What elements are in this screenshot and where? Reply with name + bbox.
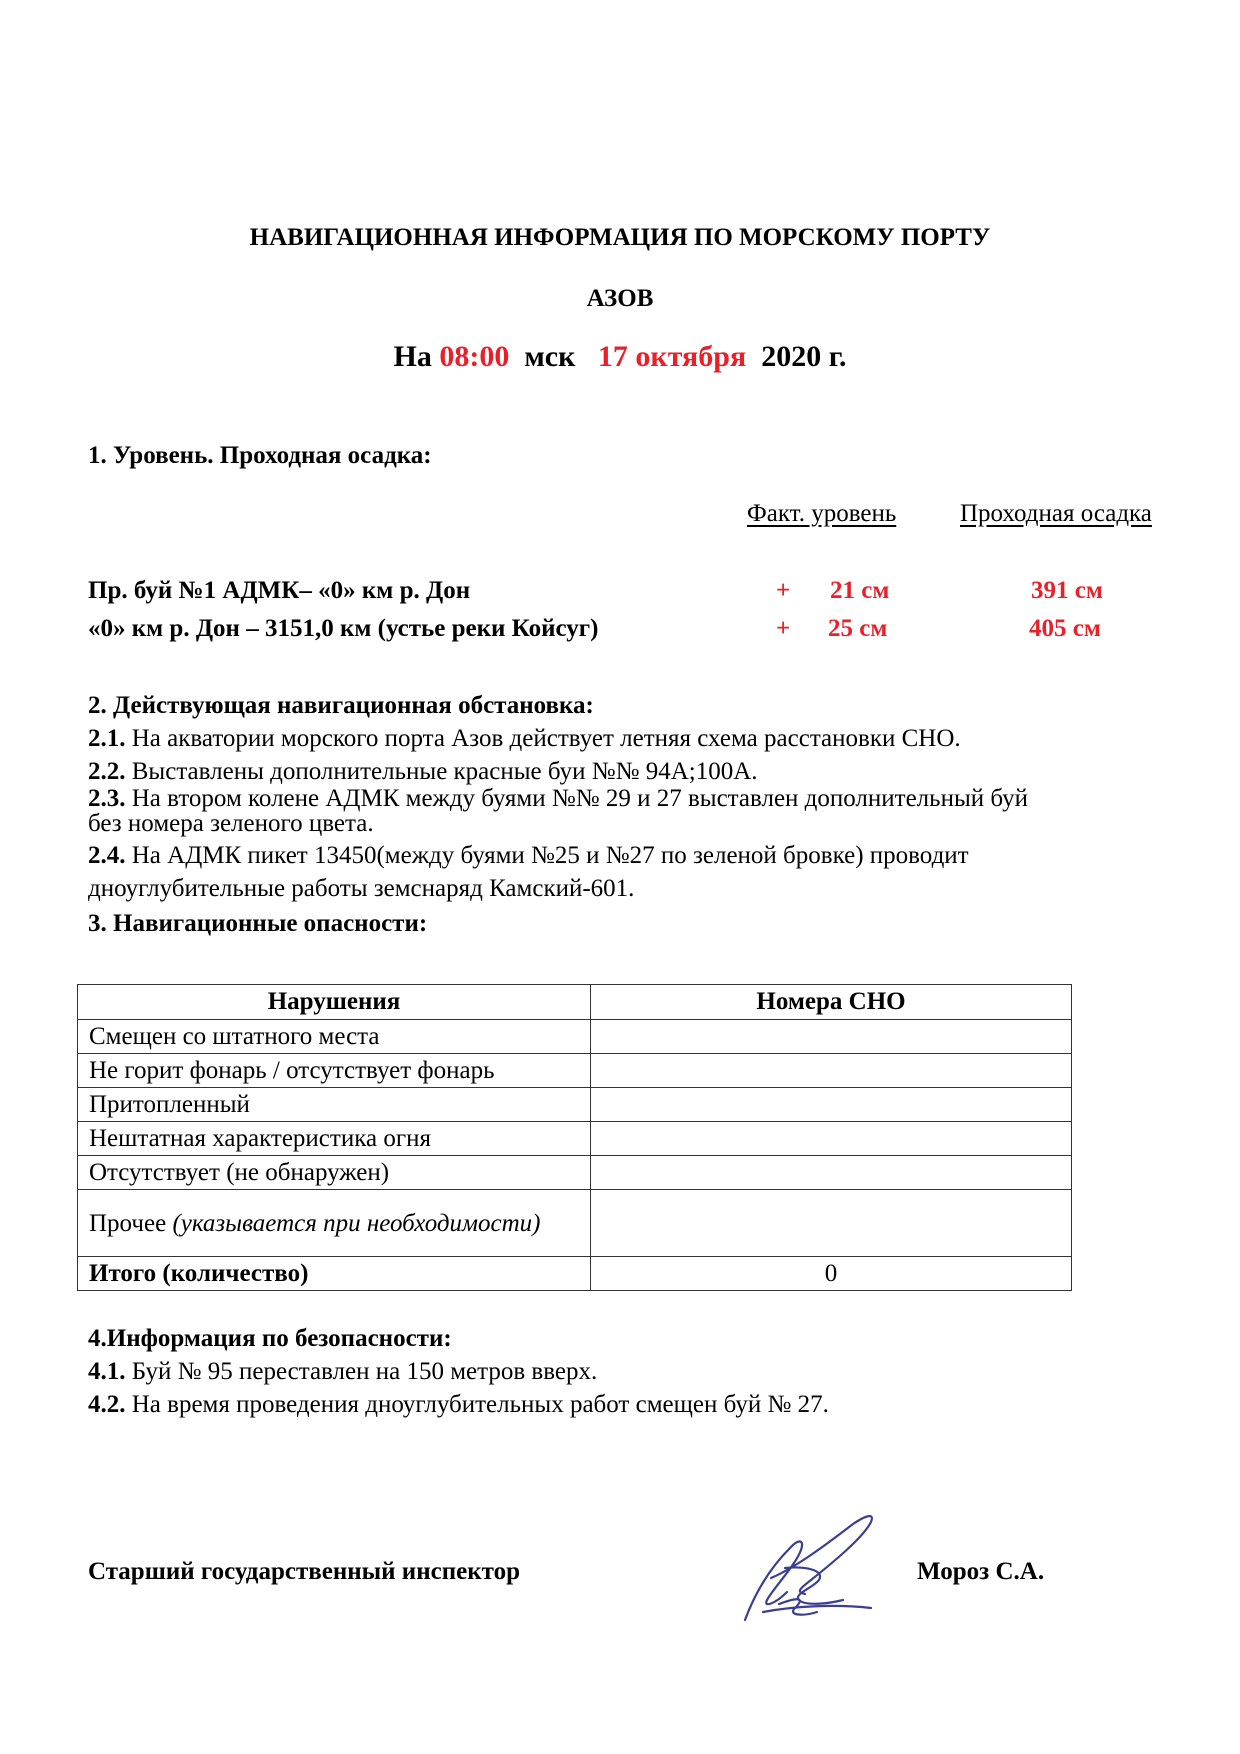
section3-heading: 3. Навигационные опасности:: [88, 910, 428, 937]
report-datetime: [0, 340, 1240, 374]
date-prefix: На: [393, 340, 432, 373]
safety-item-text: На время проведения дноуглубительных работ смещен буй № 27.: [131, 1391, 829, 1418]
col-header-draft: Проходная осадка: [960, 500, 1152, 527]
table-row: [78, 1156, 1072, 1190]
level-row-level: 25 см: [828, 615, 888, 642]
col-header-level: Факт. уровень: [747, 500, 897, 527]
signatory-name: Мороз С.А.: [917, 1558, 1045, 1585]
table-row: [78, 1122, 1072, 1156]
report-date: 17 октября: [597, 340, 747, 373]
report-year: 2020 г.: [761, 340, 847, 373]
level-row-draft: 405 см: [1029, 615, 1101, 642]
nav-item: [88, 725, 961, 753]
violation-cell: Не горит фонарь / отсутствует фонарь: [78, 1054, 591, 1088]
level-row-sign: +: [776, 615, 791, 642]
safety-item-text: Буй № 95 переставлен на 150 метров вверх.: [131, 1358, 598, 1385]
hazards-table: [77, 984, 1072, 1291]
signature-image: [735, 1508, 895, 1628]
nav-item-text: На акватории морского порта Азов действует летняя схема расстановки СНО.: [131, 725, 961, 752]
nav-item-number: 2.1.: [88, 725, 126, 752]
table-row: [78, 1054, 1072, 1088]
report-time: 08:00: [439, 340, 510, 373]
violation-cell: Смещен со штатного места: [78, 1020, 591, 1054]
numbers-cell: [591, 1054, 1072, 1088]
nav-item: [88, 785, 1028, 813]
section4-heading: 4.Информация по безопасности:: [88, 1325, 452, 1352]
total-value: 0: [591, 1257, 1072, 1291]
table-row-total: [78, 1257, 1072, 1291]
other-note: (указывается при необходимости): [172, 1209, 541, 1237]
other-label: Прочее: [89, 1209, 167, 1237]
safety-item: [88, 1358, 597, 1386]
timezone: мск: [524, 340, 576, 373]
table-row-other: [78, 1190, 1072, 1257]
safety-item: [88, 1391, 829, 1419]
level-row-name: «0» км р. Дон – 3151,0 км (устье реки Койсуг): [88, 615, 599, 642]
nav-item-number: 2.2.: [88, 758, 126, 785]
numbers-cell: [591, 1190, 1072, 1257]
nav-item-continuation: без номера зеленого цвета.: [88, 810, 374, 837]
violation-cell: Отсутствует (не обнаружен): [78, 1156, 591, 1190]
nav-item-number: 2.3.: [88, 785, 126, 812]
violation-cell: Притопленный: [78, 1088, 591, 1122]
nav-item-text: На АДМК пикет 13450(между буями №25 и №27 по зеленой бровке) проводит: [131, 842, 969, 869]
section2-heading: 2. Действующая навигационная обстановка:: [88, 692, 594, 719]
numbers-cell: [591, 1156, 1072, 1190]
level-row-sign: +: [776, 577, 791, 604]
level-row-level: 21 см: [830, 577, 890, 604]
nav-item-text: На втором колене АДМК между буями №№ 29 и 27 выставлен дополнительный буй: [131, 785, 1029, 812]
col-header-numbers: Номера СНО: [591, 985, 1072, 1020]
numbers-cell: [591, 1088, 1072, 1122]
col-header-violation: Нарушения: [78, 985, 591, 1020]
total-label: Итого (количество): [78, 1257, 591, 1291]
nav-item-number: 2.4.: [88, 842, 126, 869]
level-row-draft: 391 см: [1031, 577, 1103, 604]
safety-item-number: 4.2.: [88, 1391, 126, 1418]
port-name: АЗОВ: [586, 285, 654, 312]
nav-item: [88, 758, 758, 786]
table-row: [78, 1088, 1072, 1122]
section1-heading: 1. Уровень. Проходная осадка:: [88, 442, 432, 469]
numbers-cell: [591, 1020, 1072, 1054]
violation-cell: Нештатная характеристика огня: [78, 1122, 591, 1156]
nav-item-continuation: дноуглубительные работы земснаряд Камский-601.: [88, 875, 635, 902]
signatory-position: Старший государственный инспектор: [88, 1558, 520, 1585]
nav-item-text: Выставлены дополнительные красные буи №№ 94А;100А.: [131, 758, 758, 785]
document-title: НАВИГАЦИОННАЯ ИНФОРМАЦИЯ ПО МОРСКОМУ ПОРТУ: [249, 224, 991, 251]
level-row-name: Пр. буй №1 АДМК– «0» км р. Дон: [88, 577, 471, 604]
violation-cell: [78, 1190, 591, 1257]
safety-item-number: 4.1.: [88, 1358, 126, 1385]
nav-item: [88, 842, 969, 870]
table-row: [78, 1020, 1072, 1054]
numbers-cell: [591, 1122, 1072, 1156]
